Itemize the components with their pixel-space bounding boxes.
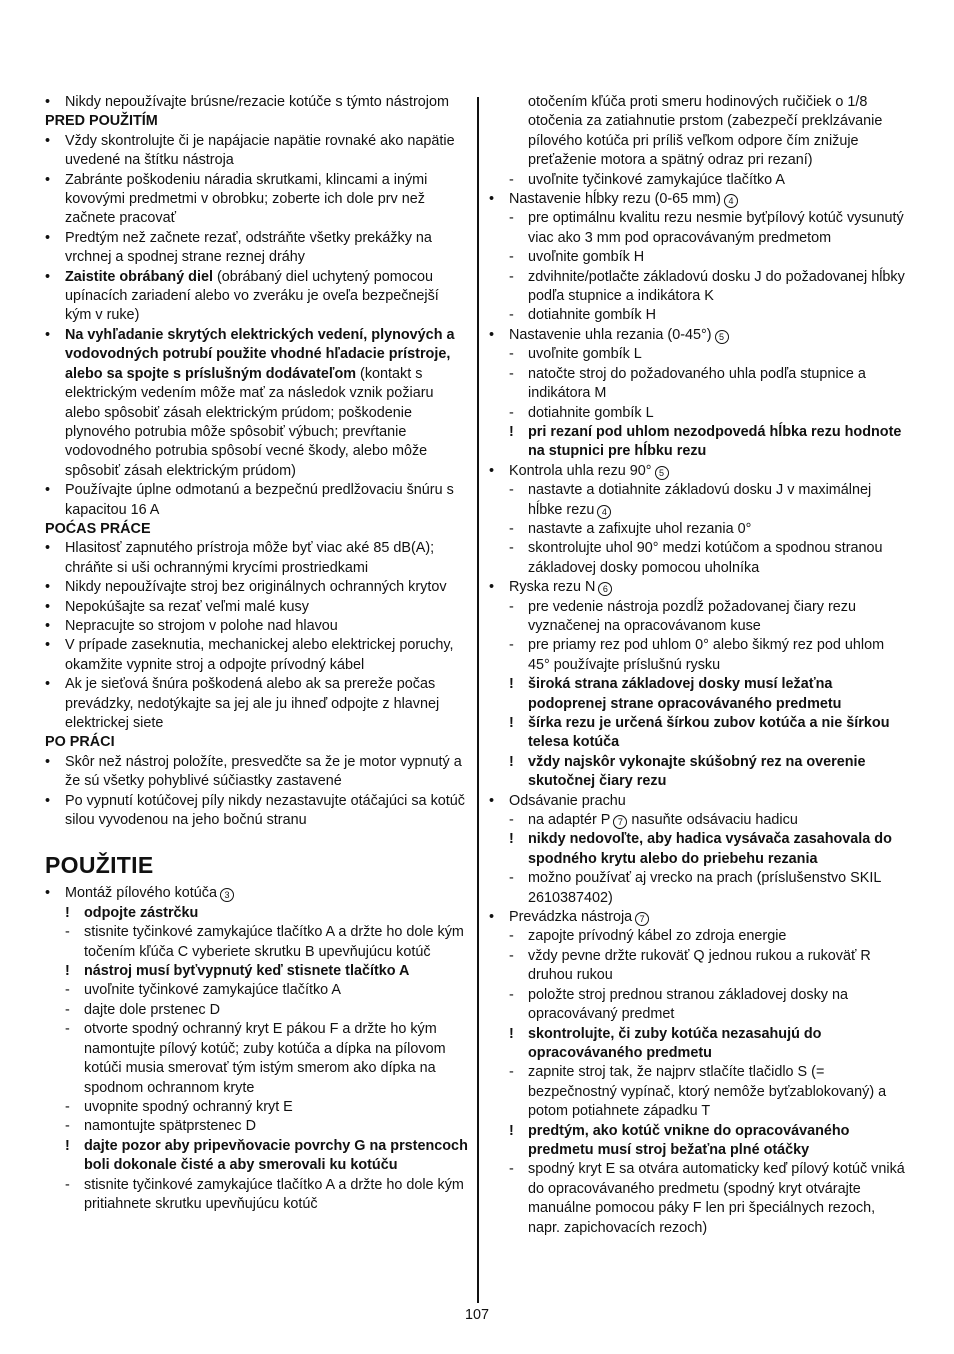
figure-reference: 4 (597, 505, 611, 519)
item-bold-text: Na vyhľadanie skrytých elektrických vedení, plynových a vodovodných potrubí použite vhodné hľadacie prístroje, alebo sa spojte s príslušným dodávateľom (65, 326, 455, 382)
list-item (489, 1160, 909, 1238)
item-text: dotiahnite gombík L (528, 404, 654, 421)
list-item (489, 830, 909, 869)
bullet-marker: • (45, 268, 51, 285)
item-text: nikdy nedovoľte, aby hadica vysávača zasahovala do spodného krytu alebo do priebehu rezania (528, 831, 892, 867)
usage-list (45, 884, 469, 1214)
list-item (45, 923, 469, 962)
list-item (45, 675, 469, 733)
list-item (489, 1122, 909, 1161)
warning-marker: ! (509, 676, 514, 693)
item-text: pre vedenie nástroja pozdĺž požadovanej čiary rezu vyznačenej na opracovávanom kuse (528, 598, 856, 634)
list-item (489, 927, 909, 946)
dash-marker: - (509, 540, 514, 557)
list-item (489, 578, 909, 597)
item-text: uvopnite spodný ochranný kryt E (84, 1098, 293, 1115)
list-item (489, 869, 909, 908)
item-text: nastavte a dotiahnite základovú dosku J v maximálnej hĺbke rezu (528, 482, 872, 518)
item-text: pri rezaní pod uhlom nezodpovedá hĺbka rezu hodnote na stupnici pre hĺbku rezu (528, 423, 902, 460)
list-item (489, 1063, 909, 1121)
list-item (489, 268, 909, 307)
column-divider (477, 97, 479, 1303)
item-text: dajte pozor aby pripevňovacie povrchy G na prstencoch boli dokonale čisté a aby smerovali ku kotúču (84, 1137, 468, 1174)
item-text: Prevádzka nástroja (509, 909, 633, 926)
list-item (489, 404, 909, 423)
dash-marker: - (509, 268, 514, 285)
list-item (489, 753, 909, 792)
bullet-marker: • (45, 482, 51, 499)
list-item (45, 1098, 469, 1117)
list-item (489, 248, 909, 267)
intro-list (45, 93, 469, 112)
dash-marker: - (65, 1021, 70, 1038)
item-text: Po vypnutí kotúčovej píly nikdy nezastavujte otáčajúci sa kotúč silou vyvodenou na jeho bočnú stranu (65, 792, 465, 829)
during-work-list (45, 539, 469, 733)
item-text: stisnite tyčinkové zamykajúce tlačítko A a držte ho dole kým pritiahnete skrutku upevňujúcu kotúč (84, 1176, 464, 1212)
item-text: Nepracujte so strojom v polohe nad hlavou (65, 617, 338, 634)
dash-marker: - (509, 637, 514, 654)
item-text: nasuňte odsávaciu hadicu (627, 812, 798, 829)
bullet-marker: • (45, 753, 51, 770)
item-text: skontrolujte, či zuby kotúča nezasahujú do opracovávaného predmetu (528, 1025, 822, 1061)
bullet-marker: • (45, 579, 51, 596)
item-text: odpojte zástrčku (84, 904, 199, 921)
item-text: vždy najskôr vykonajte skúšobný rez na overenie skutočnej čiary rezu (528, 753, 866, 790)
item-text: stisnite tyčinkové zamykajúce tlačítko A a držte ho dole kým točením kľúča C vyberiete skrutku B upevňujúcu kotúč (84, 924, 464, 960)
item-text: Nikdy nepoužívajte brúsne/rezacie kotúče s týmto nástrojom (65, 94, 449, 110)
list-item (489, 675, 909, 714)
list-item (45, 981, 469, 1000)
item-text: V prípade zaseknutia, mechanickej alebo elektrickej poruchy, okamžite vypnite stroj a odpojte prívodný kábel (65, 637, 454, 673)
right-instructions-list (489, 93, 909, 1238)
list-item (45, 1020, 469, 1098)
list-item (45, 326, 469, 481)
bullet-marker: • (45, 171, 51, 188)
item-text: uvoľnite tyčinkové zamykajúce tlačítko A (84, 982, 341, 999)
bullet-marker: • (45, 540, 51, 557)
after-work-list (45, 753, 469, 831)
bullet-marker: • (45, 676, 51, 693)
item-text: nastavte a zafixujte uhol rezania 0° (528, 520, 752, 537)
list-item (489, 423, 909, 462)
list-item (45, 229, 469, 268)
section-heading-during-work: POĆAS PRÁCE (45, 520, 151, 537)
warning-marker: ! (509, 423, 514, 440)
page-number: 107 (464, 1307, 489, 1323)
list-item (489, 520, 909, 539)
bullet-marker: • (45, 617, 51, 634)
dash-marker: - (509, 986, 514, 1003)
item-text: Vždy skontrolujte či je napájacie napätie rovnaké ako napätie uvedené na štítku nástroja (65, 132, 455, 169)
dash-marker: - (509, 812, 514, 829)
item-text: zdvihnite/potlačte základovú dosku J do požadovanej hĺbky podľa stupnice a indikátora K (528, 268, 905, 305)
item-text: Kontrola uhla rezu 90° (509, 462, 652, 479)
item-text: (obrábaný diel uchytený pomocou upínacích zariadení alebo vo zveráku je oveľa bezpečnejší kým v ruke) (65, 268, 439, 324)
item-bold-text: Zaistite obrábaný diel (65, 268, 213, 285)
item-text: dajte dole prstenec D (84, 1001, 220, 1018)
warning-marker: ! (65, 1137, 70, 1154)
dash-marker: - (65, 924, 70, 941)
list-item (45, 268, 469, 326)
list-item (489, 306, 909, 325)
list-item (489, 345, 909, 364)
warning-marker: ! (509, 753, 514, 770)
figure-reference: 7 (613, 815, 627, 829)
item-text: Predtým než začnete rezať, odstráňte všetky prekážky na vrchnej a spodnej strane reznej dráhy (65, 229, 432, 266)
bullet-marker: • (45, 326, 51, 343)
list-item (489, 93, 909, 171)
left-column (45, 93, 469, 1214)
list-item (489, 171, 909, 190)
item-text: zapnite stroj tak, že najprv stlačíte tlačidlo S (= bezpečnostný vypínač, ktorý nemôže byťzablokovaný) a potom potiahnete západku T (528, 1064, 887, 1120)
item-text: (kontakt s elektrickým vedením môže mať za následok vznik požiaru alebo spôsobiť zásah elektrickým prúdom; poškodenie plynového potrubia môže spôsobiť výbuch; prevŕtanie vodovodného potrubia spôsobí vecné škody, alebo môže spôsobiť zásah elektrickým prúdom) (65, 365, 434, 479)
list-item (489, 539, 909, 578)
list-item (489, 190, 909, 209)
bullet-marker: • (489, 326, 495, 343)
list-item (45, 1117, 469, 1136)
bullet-marker: • (489, 579, 495, 596)
item-text: vždy pevne držte rukoväť Q jednou rukou a rukoväť R druhou rukou (528, 947, 871, 984)
dash-marker: - (65, 1176, 70, 1193)
item-text: skontrolujte uhol 90° medzi kotúčom a spodnou stranou základovej dosky pomocou uholníka (528, 540, 883, 576)
warning-marker: ! (65, 904, 70, 921)
item-text: namontujte spätprstenec D (84, 1118, 256, 1135)
list-item (45, 93, 469, 112)
item-text: uvoľnite gombík L (528, 346, 642, 363)
dash-marker: - (509, 171, 514, 188)
warning-marker: ! (509, 1025, 514, 1042)
dash-marker: - (509, 598, 514, 615)
warning-marker: ! (509, 715, 514, 731)
item-text: Nikdy nepoužívajte stroj bez originálnych ochranných krytov (65, 579, 447, 596)
list-item (489, 811, 909, 830)
list-item (45, 481, 469, 520)
item-text: dotiahnite gombík H (528, 307, 656, 324)
list-item (45, 132, 469, 171)
before-use-list (45, 132, 469, 520)
item-text: Montáž pílového kotúča (65, 885, 217, 902)
section-heading-before-use: PRED POUŽITÍM (45, 113, 158, 130)
list-item (45, 1137, 469, 1176)
list-item (489, 462, 909, 481)
bullet-marker: • (489, 462, 495, 479)
item-text: zapojte prívodný kábel zo zdroja energie (528, 928, 787, 945)
item-text: Hlasitosť zapnutého prístroja môže byť viac aké 85 dB(A); chráňte si uši ochrannými krycími prostriedkami (65, 540, 435, 576)
list-item (45, 753, 469, 792)
list-item (489, 714, 909, 753)
list-item (489, 908, 909, 927)
list-item (45, 598, 469, 617)
figure-reference: 7 (635, 912, 649, 926)
item-text: položte stroj prednou stranou základovej dosky na opracovávaný predmet (528, 986, 848, 1023)
bullet-marker: • (489, 191, 495, 208)
item-text: Nastavenie hĺbky rezu (0-65 mm) (509, 191, 721, 208)
dash-marker: - (509, 947, 514, 964)
item-text: na adaptér P (528, 812, 611, 829)
item-text: otočením kľúča proti smeru hodinových ručičiek o 1/8 otočenia za zatiahnutie prstom (zabezpečí preklzávanie pílového kotúča pri príliš veľkom odpore čím znižuje preťaženie motora a spätný odraz pri rezaní) (528, 94, 883, 169)
item-text: Odsávanie prachu (509, 792, 626, 809)
item-text: Nepokúšajte sa rezať veľmi malé kusy (65, 598, 309, 615)
figure-reference: 6 (598, 582, 612, 596)
item-text: Ak je sieťová šnúra poškodená alebo ak sa prereže počas prevádzky, nedotýkajte sa jej ale ju ihneď odpojte z hlavnej elektrickej siete (65, 676, 440, 731)
dash-marker: - (509, 928, 514, 945)
list-item (489, 947, 909, 986)
item-text: pre priamy rez pod uhlom 0° alebo šikmý rez pod uhlom 45° používajte príslušnú rysku (528, 637, 885, 673)
right-column (489, 93, 909, 1238)
item-text: možno používať aj vrecko na prach (príslušenstvo SKIL 2610387402) (528, 870, 881, 906)
list-item (45, 884, 469, 903)
item-text: Používajte úplne odmotanú a bezpečnú predlžovaciu šnúru s kapacitou 16 A (65, 482, 454, 518)
list-item (45, 962, 469, 981)
list-item (489, 326, 909, 345)
item-text: pre optimálnu kvalitu rezu nesmie byťpílový kotúč vysunutý viac ako 3 mm pod opracovávaným predmetom (528, 210, 904, 246)
list-item (489, 792, 909, 811)
dash-marker: - (509, 1064, 514, 1081)
dash-marker: - (65, 1118, 70, 1135)
bullet-marker: • (45, 598, 51, 615)
figure-reference: 5 (715, 330, 729, 344)
figure-reference: 3 (220, 888, 234, 902)
list-item (489, 481, 909, 520)
bullet-marker: • (45, 885, 51, 902)
item-text: Ryska rezu N (509, 579, 596, 596)
list-item (45, 617, 469, 636)
list-item (45, 792, 469, 831)
dash-marker: - (509, 404, 514, 421)
figure-reference: 5 (655, 466, 669, 480)
bullet-marker: • (489, 909, 495, 926)
dash-marker: - (509, 1161, 514, 1178)
item-text: predtým, ako kotúč vnikne do opracovávaného predmetu musí stroj bežaťna plné otáčky (528, 1122, 850, 1158)
list-item (489, 636, 909, 675)
list-item (45, 636, 469, 675)
dash-marker: - (509, 482, 514, 499)
bullet-marker: • (45, 132, 51, 149)
item-text: uvoľnite gombík H (528, 249, 645, 266)
dash-marker: - (509, 307, 514, 324)
list-item (489, 986, 909, 1025)
usage-heading: POUŽITIE (45, 852, 154, 879)
list-item (45, 1001, 469, 1020)
list-item (489, 598, 909, 637)
list-item (45, 904, 469, 923)
bullet-marker: • (45, 94, 51, 110)
list-item (45, 578, 469, 597)
item-text: Zabránte poškodeniu náradia skrutkami, klincami a inými kovovými predmetmi v obrobku; zoberte ich dole prv než začnete pracovať (65, 171, 428, 227)
item-text: spodný kryt E sa otvára automaticky keď pílový kotúč vniká do opracovávaného predmetu (spodný kryt otvárajte manuálne pomocou páky F len pri špeciálnych rezoch, napr. zapichovacích rezoch) (528, 1161, 905, 1236)
dash-marker: - (509, 210, 514, 227)
dash-marker: - (509, 249, 514, 266)
section-heading-after-work: PO PRÁCI (45, 734, 115, 751)
list-item (45, 539, 469, 578)
item-text: šírka rezu je určená šírkou zubov kotúča a nie šírkou telesa kotúča (528, 715, 890, 751)
dash-marker: - (65, 1001, 70, 1018)
item-text: nástroj musí byťvypnutý keď stisnete tlačítko A (84, 963, 410, 980)
warning-marker: ! (509, 831, 514, 848)
list-item (489, 365, 909, 404)
dash-marker: - (509, 346, 514, 363)
item-text: široká strana základovej dosky musí ležaťna podoprenej strane opracovávaného predmetu (528, 676, 842, 712)
dash-marker: - (65, 1098, 70, 1115)
bullet-marker: • (45, 792, 51, 809)
list-item (45, 171, 469, 229)
warning-marker: ! (509, 1122, 514, 1139)
dash-marker: - (65, 982, 70, 999)
figure-reference: 4 (724, 194, 738, 208)
item-text: natočte stroj do požadovaného uhla podľa stupnice a indikátora M (528, 365, 866, 402)
item-text: Nastavenie uhla rezania (0-45°) (509, 326, 712, 343)
bullet-marker: • (45, 229, 51, 246)
bullet-marker: • (489, 792, 495, 809)
dash-marker: - (509, 365, 514, 382)
item-text: otvorte spodný ochranný kryt E pákou F a držte ho kým namontujte pílový kotúč; zuby kotúča a dípka na pílovom kotúči musia smerovať tým istým smerom ako dípka na spodnom ochrannom kryte (84, 1021, 446, 1096)
list-item (489, 1025, 909, 1064)
item-text: uvoľnite tyčinkové zamykajúce tlačítko A (528, 171, 785, 188)
bullet-marker: • (45, 637, 51, 654)
warning-marker: ! (65, 963, 70, 980)
dash-marker: - (509, 520, 514, 537)
dash-marker: - (509, 870, 514, 887)
list-item (489, 209, 909, 248)
item-text: Skôr než nástroj položíte, presvedčte sa že je motor vypnutý a že sú všetky pohyblivé súčiastky zastavené (65, 753, 462, 790)
list-item (45, 1176, 469, 1215)
